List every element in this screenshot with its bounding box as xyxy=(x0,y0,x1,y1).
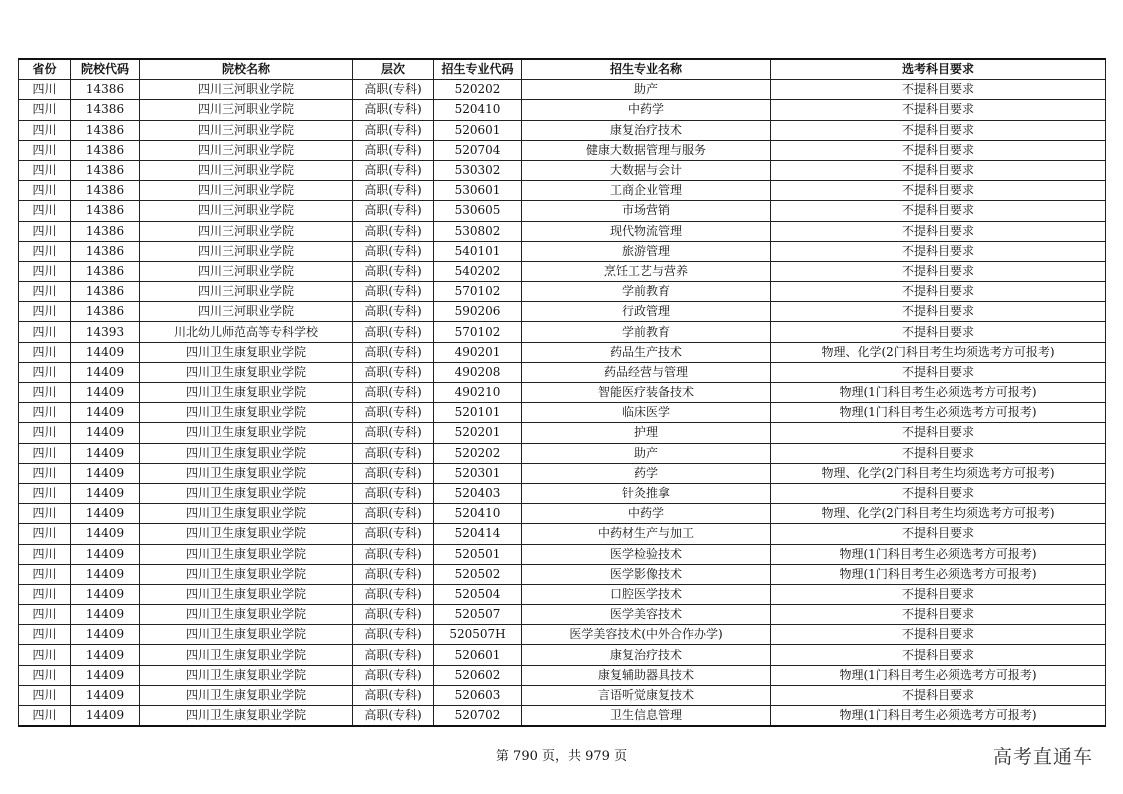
school-code-cell: 14386 xyxy=(71,282,140,302)
major-code-cell: 520414 xyxy=(434,524,522,544)
subject-requirement-cell: 物理(1门科目考生必须选考方可报考) xyxy=(771,564,1106,584)
major-code-cell: 520602 xyxy=(434,665,522,685)
school-code-cell: 14409 xyxy=(71,483,140,503)
major-name-cell: 中药学 xyxy=(522,504,771,524)
major-code-cell: 520704 xyxy=(434,140,522,160)
school-name-cell: 四川卫生康复职业学院 xyxy=(140,463,353,483)
province-cell: 四川 xyxy=(19,282,71,302)
province-cell: 四川 xyxy=(19,564,71,584)
major-code-cell: 520403 xyxy=(434,483,522,503)
school-code-cell: 14409 xyxy=(71,544,140,564)
level-cell: 高职(专科) xyxy=(353,564,434,584)
table-row xyxy=(19,685,1106,705)
subject-requirement-cell: 不提科目要求 xyxy=(771,80,1106,100)
school-name-cell: 川北幼儿师范高等专科学校 xyxy=(140,322,353,342)
table-row xyxy=(19,282,1106,302)
province-cell: 四川 xyxy=(19,241,71,261)
subject-requirement-cell: 物理(1门科目考生必须选考方可报考) xyxy=(771,706,1106,727)
level-cell: 高职(专科) xyxy=(353,645,434,665)
province-cell: 四川 xyxy=(19,685,71,705)
table-header xyxy=(19,59,1106,80)
subject-requirement-cell: 不提科目要求 xyxy=(771,120,1106,140)
subject-requirement-cell: 不提科目要求 xyxy=(771,241,1106,261)
level-cell: 高职(专科) xyxy=(353,383,434,403)
table-row xyxy=(19,160,1106,180)
major-name-cell: 医学美容技术 xyxy=(522,605,771,625)
level-cell: 高职(专科) xyxy=(353,665,434,685)
major-code-cell: 530802 xyxy=(434,221,522,241)
school-name-cell: 四川卫生康复职业学院 xyxy=(140,564,353,584)
subject-requirement-cell: 不提科目要求 xyxy=(771,201,1106,221)
table-row xyxy=(19,544,1106,564)
province-cell: 四川 xyxy=(19,423,71,443)
major-code-cell: 520501 xyxy=(434,544,522,564)
major-code-cell: 520504 xyxy=(434,584,522,604)
major-name-cell: 康复辅助器具技术 xyxy=(522,665,771,685)
school-name-cell: 四川三河职业学院 xyxy=(140,181,353,201)
major-name-cell: 康复治疗技术 xyxy=(522,120,771,140)
province-cell: 四川 xyxy=(19,362,71,382)
major-name-cell: 行政管理 xyxy=(522,302,771,322)
school-code-cell: 14409 xyxy=(71,706,140,727)
table-row xyxy=(19,120,1106,140)
province-cell: 四川 xyxy=(19,140,71,160)
school-code-cell: 14409 xyxy=(71,342,140,362)
school-name-cell: 四川三河职业学院 xyxy=(140,201,353,221)
level-cell: 高职(专科) xyxy=(353,201,434,221)
school-name-cell: 四川三河职业学院 xyxy=(140,282,353,302)
subject-requirement-cell: 不提科目要求 xyxy=(771,423,1106,443)
major-name-cell: 市场营销 xyxy=(522,201,771,221)
school-name-cell: 四川三河职业学院 xyxy=(140,261,353,281)
column-header-major-code: 招生专业代码 xyxy=(434,59,522,80)
level-cell: 高职(专科) xyxy=(353,120,434,140)
major-name-cell: 中药学 xyxy=(522,100,771,120)
major-name-cell: 药品生产技术 xyxy=(522,342,771,362)
table-row xyxy=(19,665,1106,685)
school-name-cell: 四川卫生康复职业学院 xyxy=(140,423,353,443)
major-code-cell: 520702 xyxy=(434,706,522,727)
table-row xyxy=(19,504,1106,524)
school-name-cell: 四川卫生康复职业学院 xyxy=(140,443,353,463)
school-code-cell: 14386 xyxy=(71,140,140,160)
school-name-cell: 四川卫生康复职业学院 xyxy=(140,584,353,604)
school-code-cell: 14409 xyxy=(71,423,140,443)
column-header-province: 省份 xyxy=(19,59,71,80)
school-code-cell: 14409 xyxy=(71,463,140,483)
level-cell: 高职(专科) xyxy=(353,423,434,443)
school-name-cell: 四川卫生康复职业学院 xyxy=(140,605,353,625)
column-header-major-name: 招生专业名称 xyxy=(522,59,771,80)
subject-requirement-cell: 物理(1门科目考生必须选考方可报考) xyxy=(771,383,1106,403)
major-code-cell: 530605 xyxy=(434,201,522,221)
level-cell: 高职(专科) xyxy=(353,181,434,201)
school-code-cell: 14386 xyxy=(71,201,140,221)
school-code-cell: 14409 xyxy=(71,362,140,382)
major-name-cell: 口腔医学技术 xyxy=(522,584,771,604)
subject-requirement-cell: 物理、化学(2门科目考生均须选考方可报考) xyxy=(771,504,1106,524)
table-row xyxy=(19,221,1106,241)
level-cell: 高职(专科) xyxy=(353,100,434,120)
major-name-cell: 烹饪工艺与营养 xyxy=(522,261,771,281)
school-code-cell: 14386 xyxy=(71,221,140,241)
school-name-cell: 四川卫生康复职业学院 xyxy=(140,544,353,564)
table-row xyxy=(19,80,1106,100)
school-code-cell: 14386 xyxy=(71,100,140,120)
subject-requirement-cell: 不提科目要求 xyxy=(771,362,1106,382)
subject-requirement-cell: 不提科目要求 xyxy=(771,625,1106,645)
major-name-cell: 护理 xyxy=(522,423,771,443)
school-name-cell: 四川卫生康复职业学院 xyxy=(140,685,353,705)
school-name-cell: 四川卫生康复职业学院 xyxy=(140,342,353,362)
school-code-cell: 14393 xyxy=(71,322,140,342)
school-name-cell: 四川卫生康复职业学院 xyxy=(140,665,353,685)
province-cell: 四川 xyxy=(19,181,71,201)
level-cell: 高职(专科) xyxy=(353,605,434,625)
level-cell: 高职(专科) xyxy=(353,483,434,503)
major-code-cell: 570102 xyxy=(434,322,522,342)
school-code-cell: 14409 xyxy=(71,524,140,544)
column-header-level: 层次 xyxy=(353,59,434,80)
table-row xyxy=(19,383,1106,403)
major-code-cell: 490208 xyxy=(434,362,522,382)
province-cell: 四川 xyxy=(19,544,71,564)
subject-requirement-cell: 物理(1门科目考生必须选考方可报考) xyxy=(771,665,1106,685)
table-row xyxy=(19,403,1106,423)
school-name-cell: 四川卫生康复职业学院 xyxy=(140,625,353,645)
subject-requirement-cell: 不提科目要求 xyxy=(771,140,1106,160)
school-name-cell: 四川卫生康复职业学院 xyxy=(140,403,353,423)
table-row xyxy=(19,605,1106,625)
subject-requirement-cell: 不提科目要求 xyxy=(771,645,1106,665)
major-name-cell: 康复治疗技术 xyxy=(522,645,771,665)
province-cell: 四川 xyxy=(19,342,71,362)
school-code-cell: 14409 xyxy=(71,685,140,705)
school-name-cell: 四川三河职业学院 xyxy=(140,80,353,100)
school-name-cell: 四川卫生康复职业学院 xyxy=(140,483,353,503)
major-name-cell: 助产 xyxy=(522,80,771,100)
major-name-cell: 现代物流管理 xyxy=(522,221,771,241)
major-code-cell: 520410 xyxy=(434,100,522,120)
province-cell: 四川 xyxy=(19,706,71,727)
table-row xyxy=(19,645,1106,665)
major-name-cell: 学前教育 xyxy=(522,322,771,342)
level-cell: 高职(专科) xyxy=(353,544,434,564)
level-cell: 高职(专科) xyxy=(353,322,434,342)
province-cell: 四川 xyxy=(19,160,71,180)
major-name-cell: 旅游管理 xyxy=(522,241,771,261)
table-row xyxy=(19,564,1106,584)
major-name-cell: 智能医疗装备技术 xyxy=(522,383,771,403)
level-cell: 高职(专科) xyxy=(353,241,434,261)
subject-requirement-cell: 不提科目要求 xyxy=(771,282,1106,302)
subject-requirement-cell: 不提科目要求 xyxy=(771,160,1106,180)
subject-requirement-cell: 不提科目要求 xyxy=(771,605,1106,625)
school-name-cell: 四川三河职业学院 xyxy=(140,221,353,241)
province-cell: 四川 xyxy=(19,645,71,665)
subject-requirement-cell: 物理、化学(2门科目考生均须选考方可报考) xyxy=(771,463,1106,483)
major-code-cell: 520502 xyxy=(434,564,522,584)
major-code-cell: 530302 xyxy=(434,160,522,180)
school-code-cell: 14386 xyxy=(71,261,140,281)
level-cell: 高职(专科) xyxy=(353,261,434,281)
level-cell: 高职(专科) xyxy=(353,282,434,302)
table-row xyxy=(19,625,1106,645)
school-code-cell: 14409 xyxy=(71,564,140,584)
table-row xyxy=(19,706,1106,727)
school-code-cell: 14409 xyxy=(71,443,140,463)
major-code-cell: 520507H xyxy=(434,625,522,645)
subject-requirement-cell: 物理、化学(2门科目考生均须选考方可报考) xyxy=(771,342,1106,362)
major-name-cell: 助产 xyxy=(522,443,771,463)
level-cell: 高职(专科) xyxy=(353,362,434,382)
table-row xyxy=(19,140,1106,160)
table-row xyxy=(19,443,1106,463)
school-name-cell: 四川三河职业学院 xyxy=(140,241,353,261)
major-code-cell: 540101 xyxy=(434,241,522,261)
admission-table xyxy=(18,58,1106,727)
province-cell: 四川 xyxy=(19,100,71,120)
school-code-cell: 14386 xyxy=(71,241,140,261)
school-name-cell: 四川卫生康复职业学院 xyxy=(140,706,353,727)
subject-requirement-cell: 物理(1门科目考生必须选考方可报考) xyxy=(771,544,1106,564)
table-row xyxy=(19,261,1106,281)
subject-requirement-cell: 不提科目要求 xyxy=(771,483,1106,503)
major-name-cell: 医学检验技术 xyxy=(522,544,771,564)
school-name-cell: 四川卫生康复职业学院 xyxy=(140,645,353,665)
school-code-cell: 14409 xyxy=(71,383,140,403)
major-code-cell: 520202 xyxy=(434,443,522,463)
column-header-school-name: 院校名称 xyxy=(140,59,353,80)
major-code-cell: 520301 xyxy=(434,463,522,483)
table-row xyxy=(19,524,1106,544)
major-code-cell: 530601 xyxy=(434,181,522,201)
major-code-cell: 520601 xyxy=(434,120,522,140)
level-cell: 高职(专科) xyxy=(353,443,434,463)
column-header-school-code: 院校代码 xyxy=(71,59,140,80)
school-name-cell: 四川卫生康复职业学院 xyxy=(140,362,353,382)
subject-requirement-cell: 不提科目要求 xyxy=(771,322,1106,342)
province-cell: 四川 xyxy=(19,665,71,685)
major-code-cell: 520410 xyxy=(434,504,522,524)
school-name-cell: 四川卫生康复职业学院 xyxy=(140,504,353,524)
school-code-cell: 14409 xyxy=(71,584,140,604)
province-cell: 四川 xyxy=(19,524,71,544)
subject-requirement-cell: 不提科目要求 xyxy=(771,524,1106,544)
table-row xyxy=(19,302,1106,322)
province-cell: 四川 xyxy=(19,261,71,281)
table-body xyxy=(19,80,1106,727)
level-cell: 高职(专科) xyxy=(353,685,434,705)
school-name-cell: 四川三河职业学院 xyxy=(140,100,353,120)
table-row xyxy=(19,322,1106,342)
subject-requirement-cell: 物理(1门科目考生必须选考方可报考) xyxy=(771,403,1106,423)
school-code-cell: 14386 xyxy=(71,120,140,140)
province-cell: 四川 xyxy=(19,625,71,645)
level-cell: 高职(专科) xyxy=(353,463,434,483)
table-row xyxy=(19,483,1106,503)
major-name-cell: 药学 xyxy=(522,463,771,483)
school-name-cell: 四川三河职业学院 xyxy=(140,302,353,322)
major-code-cell: 540202 xyxy=(434,261,522,281)
province-cell: 四川 xyxy=(19,463,71,483)
level-cell: 高职(专科) xyxy=(353,504,434,524)
level-cell: 高职(专科) xyxy=(353,524,434,544)
major-name-cell: 药品经营与管理 xyxy=(522,362,771,382)
table-row xyxy=(19,100,1106,120)
school-name-cell: 四川卫生康复职业学院 xyxy=(140,383,353,403)
major-code-cell: 590206 xyxy=(434,302,522,322)
major-name-cell: 言语听觉康复技术 xyxy=(522,685,771,705)
subject-requirement-cell: 不提科目要求 xyxy=(771,261,1106,281)
subject-requirement-cell: 不提科目要求 xyxy=(771,302,1106,322)
major-code-cell: 520603 xyxy=(434,685,522,705)
major-code-cell: 570102 xyxy=(434,282,522,302)
subject-requirement-cell: 不提科目要求 xyxy=(771,685,1106,705)
school-name-cell: 四川三河职业学院 xyxy=(140,160,353,180)
province-cell: 四川 xyxy=(19,584,71,604)
level-cell: 高职(专科) xyxy=(353,302,434,322)
major-code-cell: 520601 xyxy=(434,645,522,665)
level-cell: 高职(专科) xyxy=(353,80,434,100)
province-cell: 四川 xyxy=(19,322,71,342)
table-row xyxy=(19,181,1106,201)
major-code-cell: 520201 xyxy=(434,423,522,443)
major-name-cell: 大数据与会计 xyxy=(522,160,771,180)
major-name-cell: 健康大数据管理与服务 xyxy=(522,140,771,160)
major-name-cell: 临床医学 xyxy=(522,403,771,423)
major-name-cell: 工商企业管理 xyxy=(522,181,771,201)
level-cell: 高职(专科) xyxy=(353,342,434,362)
major-name-cell: 医学美容技术(中外合作办学) xyxy=(522,625,771,645)
major-code-cell: 490201 xyxy=(434,342,522,362)
level-cell: 高职(专科) xyxy=(353,403,434,423)
school-code-cell: 14409 xyxy=(71,403,140,423)
province-cell: 四川 xyxy=(19,120,71,140)
major-name-cell: 学前教育 xyxy=(522,282,771,302)
level-cell: 高职(专科) xyxy=(353,706,434,727)
subject-requirement-cell: 不提科目要求 xyxy=(771,221,1106,241)
school-code-cell: 14409 xyxy=(71,665,140,685)
province-cell: 四川 xyxy=(19,383,71,403)
level-cell: 高职(专科) xyxy=(353,221,434,241)
province-cell: 四川 xyxy=(19,483,71,503)
major-code-cell: 520101 xyxy=(434,403,522,423)
school-code-cell: 14409 xyxy=(71,625,140,645)
province-cell: 四川 xyxy=(19,302,71,322)
table-row xyxy=(19,362,1106,382)
watermark-text: 高考直通车 xyxy=(992,746,1093,768)
subject-requirement-cell: 不提科目要求 xyxy=(771,584,1106,604)
school-name-cell: 四川三河职业学院 xyxy=(140,140,353,160)
province-cell: 四川 xyxy=(19,605,71,625)
school-code-cell: 14409 xyxy=(71,504,140,524)
school-code-cell: 14409 xyxy=(71,645,140,665)
province-cell: 四川 xyxy=(19,403,71,423)
subject-requirement-cell: 不提科目要求 xyxy=(771,443,1106,463)
major-name-cell: 卫生信息管理 xyxy=(522,706,771,727)
school-code-cell: 14386 xyxy=(71,302,140,322)
subject-requirement-cell: 不提科目要求 xyxy=(771,100,1106,120)
major-code-cell: 520202 xyxy=(434,80,522,100)
table-row xyxy=(19,201,1106,221)
major-name-cell: 针灸推拿 xyxy=(522,483,771,503)
province-cell: 四川 xyxy=(19,201,71,221)
level-cell: 高职(专科) xyxy=(353,140,434,160)
province-cell: 四川 xyxy=(19,504,71,524)
major-code-cell: 520507 xyxy=(434,605,522,625)
school-name-cell: 四川卫生康复职业学院 xyxy=(140,524,353,544)
table-row xyxy=(19,342,1106,362)
page-number: 第 790 页，共 979 页 xyxy=(495,749,628,764)
province-cell: 四川 xyxy=(19,221,71,241)
school-code-cell: 14386 xyxy=(71,80,140,100)
major-name-cell: 中药材生产与加工 xyxy=(522,524,771,544)
table-row xyxy=(19,584,1106,604)
major-code-cell: 490210 xyxy=(434,383,522,403)
major-name-cell: 医学影像技术 xyxy=(522,564,771,584)
level-cell: 高职(专科) xyxy=(353,160,434,180)
school-code-cell: 14386 xyxy=(71,160,140,180)
school-code-cell: 14386 xyxy=(71,181,140,201)
province-cell: 四川 xyxy=(19,443,71,463)
subject-requirement-cell: 不提科目要求 xyxy=(771,181,1106,201)
table-row xyxy=(19,241,1106,261)
column-header-subject-requirement: 选考科目要求 xyxy=(771,59,1106,80)
school-code-cell: 14409 xyxy=(71,605,140,625)
table-row xyxy=(19,463,1106,483)
school-name-cell: 四川三河职业学院 xyxy=(140,120,353,140)
province-cell: 四川 xyxy=(19,80,71,100)
level-cell: 高职(专科) xyxy=(353,584,434,604)
level-cell: 高职(专科) xyxy=(353,625,434,645)
table-row xyxy=(19,423,1106,443)
